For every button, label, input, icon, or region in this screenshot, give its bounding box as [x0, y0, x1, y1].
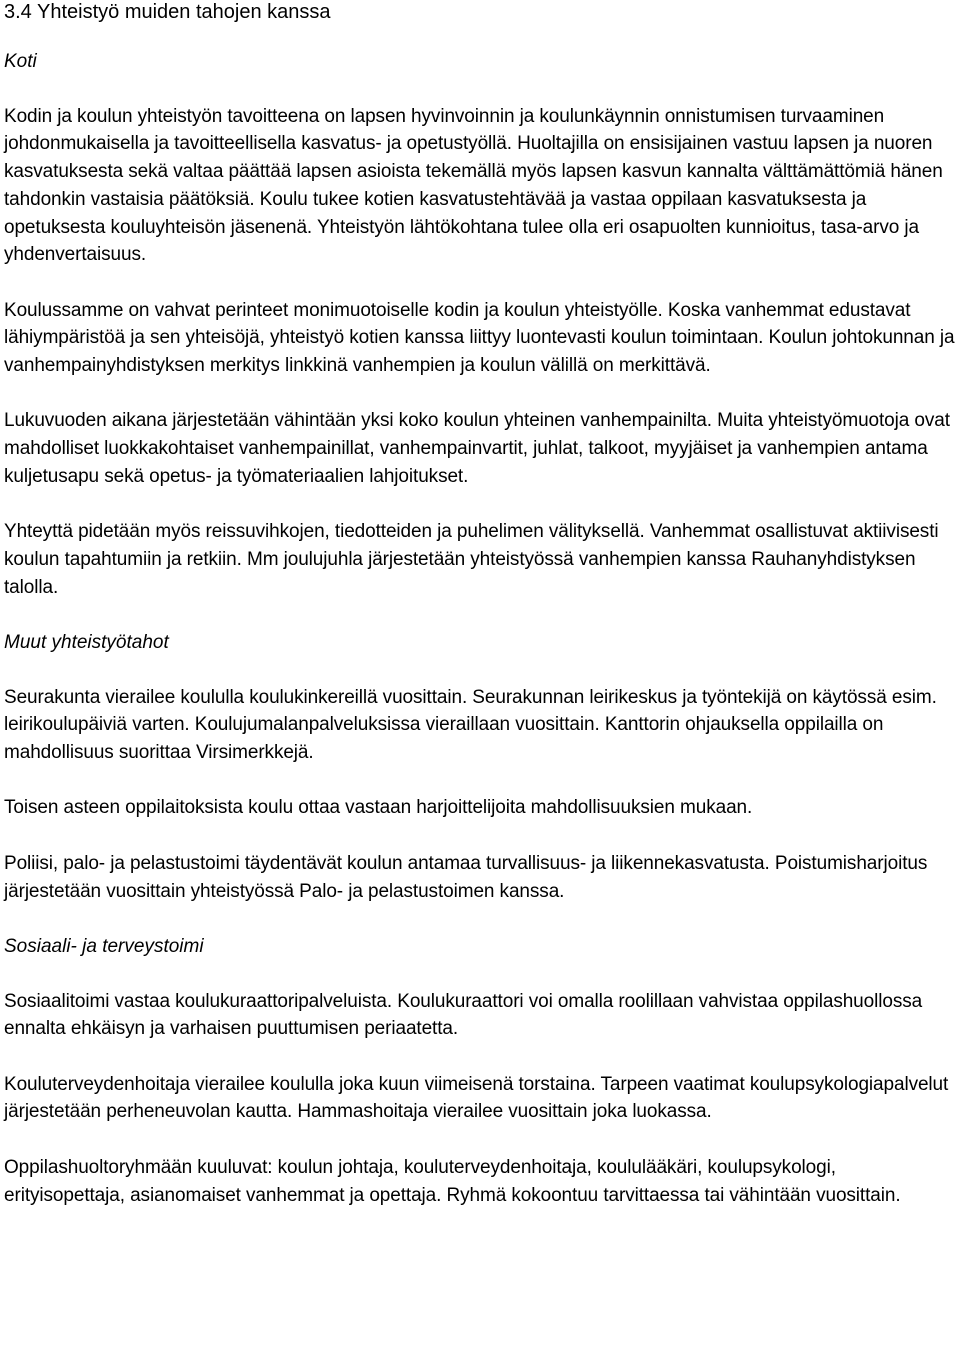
section-heading: 3.4 Yhteistyö muiden tahojen kanssa [4, 1, 331, 23]
paragraph: Kodin ja koulun yhteistyön tavoitteena on lapsen hyvinvoinnin ja koulunkäynnin onnistumisen turvaaminen johdonmukaisella ja tavoitteellisella kasvatus- ja opetustyöllä. Huoltajilla on ensisijainen vastuu lapsen ja nuoren kasvatuksesta sekä valtaa päättää lapsen asioista tekemällä myös lapsen kasvun kannalta välttämättömiä hänen tahdonkin vastaisia päätöksiä. Koulu tukee kotien kasvatustehtävää ja vastaa oppilaan kasvatuksesta ja opetuksesta kouluyhteisön jäsenenä. Yhteistyön lähtökohtana tulee olla eri osapuolten kunnioitus, tasa-arvo ja yhdenvertaisuus. [4, 105, 943, 266]
paragraph: Sosiaalitoimi vastaa koulukuraattoripalveluista. Koulukuraattori voi omalla roolillaan vahvistaa oppilashuollossa ennalta ehkäisyn ja varhaisen puuttumisen periaatetta. [4, 990, 923, 1040]
subheading-koti: Koti [4, 51, 37, 72]
subheading-muut-yhteistyotahot: Muut yhteistyötahot [4, 631, 169, 653]
spacer [4, 380, 956, 408]
spacer [4, 905, 956, 933]
paragraph: Koulussamme on vahvat perinteet monimuotoiselle kodin ja koulun yhteistyölle. Koska vanhemmat edustavat lähiympäristöä ja sen yhteisöjä, yhteistyö kotien kanssa liittyy luontevasti koulun toimintaan. Koulun johtokunnan ja vanhempainyhdistyksen merkitys linkkinä vanhempien ja koulun välillä on merkittävä. [4, 299, 955, 376]
paragraph: Poliisi, palo- ja pelastustoimi täydentävät koulun antamaa turvallisuus- ja liikennekasvatusta. Poistumisharjoitus järjestetään vuosittain yhteistyössä Palo- ja pelastustoimen kanssa. [4, 852, 928, 902]
paragraph: Lukuvuoden aikana järjestetään vähintään yksi koko koulun yhteinen vanhempainilta. Muita yhteistyömuotoja ovat mahdolliset luokkakohtaiset vanhempainillat, vanhempainvartit, juhlat, talkoot, myyjäiset ja vanhempien antama kuljetusapu sekä opetus- ja työmateriaalien lahjoitukset. [4, 410, 950, 487]
paragraph: Seurakunta vierailee koululla koulukinkereillä vuosittain. Seurakunnan leirikeskus ja työntekijä on käytössä esim. leirikoulupäiviä varten. Koulujumalanpalveluksissa vieraillaan vuosittain. Kanttorin ohjauksella oppilailla on mahdollisuus suorittaa Virsimerkkejä. [4, 686, 937, 764]
spacer [4, 601, 956, 629]
spacer [4, 1126, 956, 1154]
paragraph: Kouluterveydenhoitaja vierailee koululla joka kuun viimeisenä torstaina. Tarpeen vaatimat koulupsykologiapalvelut järjestetään perheneuvolan kautta. Hammashoitaja vierailee vuosittain joka luokassa. [4, 1073, 949, 1123]
spacer [4, 767, 956, 795]
paragraph: Toisen asteen oppilaitoksista koulu ottaa vastaan harjoittelijoita mahdollisuuksien mukaan. [4, 797, 753, 819]
subheading-sosiaali-ja-terveystoimi: Sosiaali- ja terveystoimi [4, 935, 204, 957]
paragraph: Yhteyttä pidetään myös reissuvihkojen, tiedotteiden ja puhelimen välityksellä. Vanhemmat osallistuvat aktiivisesti koulun tapahtumiin ja retkiin. Mm joulujuhla järjestetään yhteistyössä vanhempien kanssa Rauhanyhdistyksen talolla. [4, 521, 939, 598]
spacer [4, 960, 956, 988]
paragraph: Oppilashuoltoryhmään kuuluvat: koulun johtaja, kouluterveydenhoitaja, koululääkäri, koulupsykologi, erityisopettaja, asianomaiset vanhemmat ja opettaja. Ryhmä kokoontuu tarvittaessa tai vähintään vuosittain. [4, 1156, 901, 1206]
spacer [4, 269, 956, 297]
spacer [4, 1043, 956, 1071]
spacer [4, 75, 956, 103]
spacer [4, 491, 956, 519]
spacer [4, 24, 956, 48]
spacer [4, 656, 956, 684]
spacer [4, 822, 956, 850]
